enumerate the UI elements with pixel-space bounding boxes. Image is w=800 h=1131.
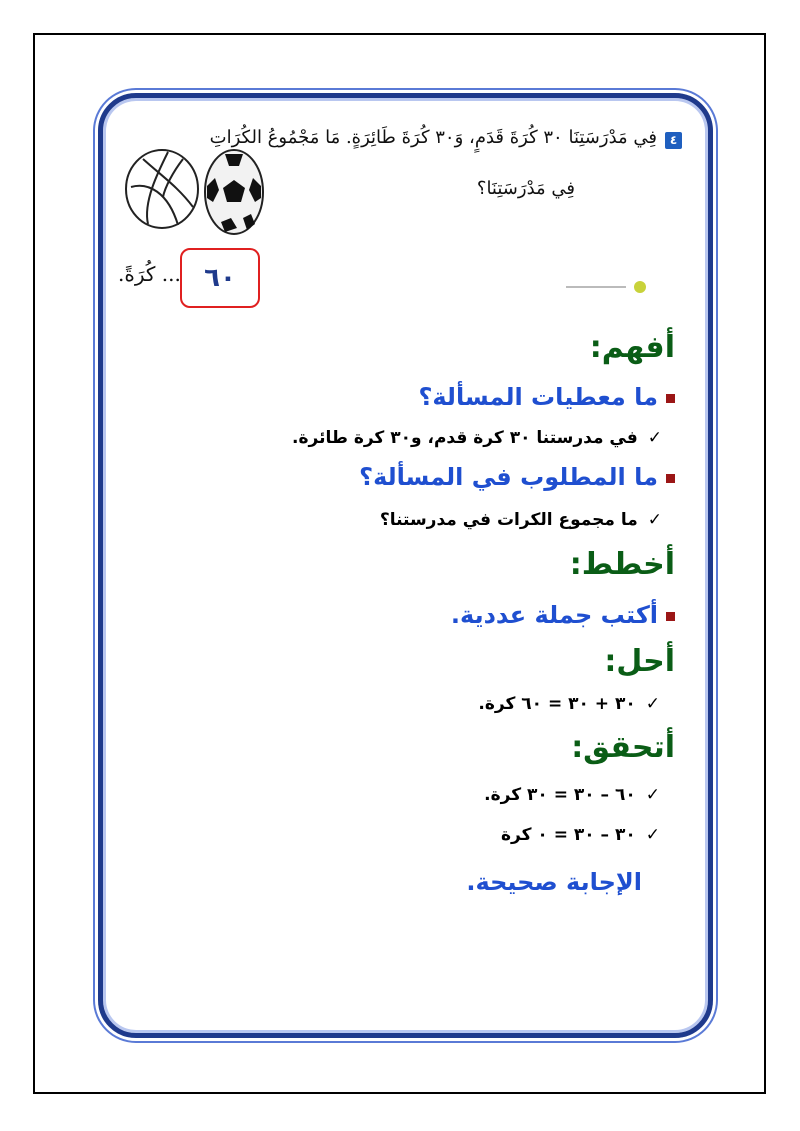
check-icon: ✓: [645, 785, 660, 805]
required-answer: [380, 510, 662, 530]
scan-fragment: [566, 280, 652, 297]
square-bullet-icon: [666, 474, 675, 483]
plan-heading: أخطط:: [569, 547, 675, 582]
check-icon: ✓: [647, 510, 662, 530]
answer-box: [180, 248, 260, 308]
question-text-line2: فِي مَدْرَسَتِنَا؟: [476, 178, 575, 199]
conclusion: الإجابة صحيحة.: [466, 868, 642, 896]
check-icon: ✓: [645, 825, 660, 845]
soccer-ball-icon: [203, 148, 265, 236]
required-question-text: ما المطلوب في المسألة؟: [359, 463, 658, 491]
question-number: ٤: [665, 132, 682, 149]
answer-unit: ... كُرَةً.: [118, 262, 181, 286]
plan-item: [451, 601, 675, 629]
given-answer-text: في مدرستنا ٣٠ كرة قدم، و٣٠ كرة طائرة.: [292, 428, 638, 448]
given-answer: [292, 428, 662, 448]
check-icon: ✓: [645, 694, 660, 714]
check-item-2: [501, 825, 660, 845]
solve-item-text: ٣٠ + ٣٠ = ٦٠ كرة.: [478, 694, 636, 714]
question-text-line1: فِي مَدْرَسَتِنَا ٣٠ كُرَةَ قَدَمٍ، وَ٣٠ كُرَةَ طَائِرَةٍ. مَا مَجْمُوعُ الكُرَاتِ: [209, 127, 657, 148]
answer-value: ٦٠: [204, 263, 236, 293]
given-question: [418, 383, 675, 411]
check-heading: أتحقق:: [571, 730, 675, 765]
plan-item-text: أكتب جملة عددية.: [450, 601, 658, 629]
understand-heading: أفهم:: [589, 330, 675, 365]
volleyball-icon: [123, 147, 201, 231]
given-question-text: ما معطيات المسألة؟: [418, 383, 658, 411]
check-item-2-text: ٣٠ – ٣٠ = ٠ كرة: [500, 825, 636, 845]
check-item-1: [484, 785, 660, 805]
square-bullet-icon: [666, 612, 675, 621]
solve-heading: أحل:: [604, 644, 675, 679]
check-icon: ✓: [647, 428, 662, 448]
required-answer-text: ما مجموع الكرات في مدرستنا؟: [379, 510, 638, 530]
check-item-1-text: ٦٠ – ٣٠ = ٣٠ كرة.: [484, 785, 636, 805]
solve-item: [478, 694, 660, 714]
square-bullet-icon: [666, 394, 675, 403]
required-question: [359, 463, 675, 491]
